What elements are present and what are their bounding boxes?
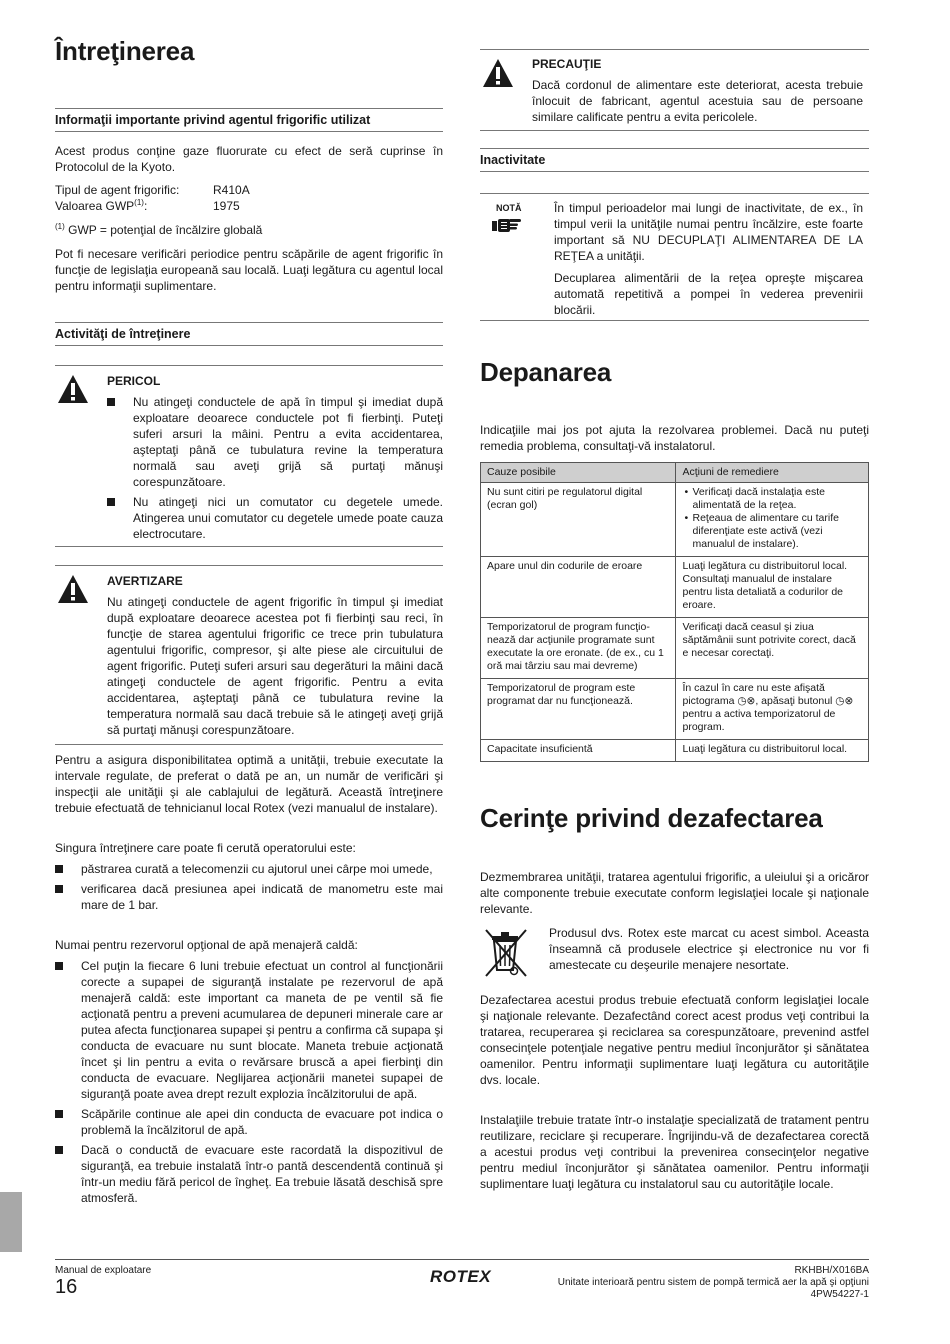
operator-item: verificarea dacă presiunea apei indicată de manometru este mai mare de 1 bar. bbox=[55, 881, 443, 913]
table-row bbox=[481, 557, 869, 618]
troubleshooting-table bbox=[480, 462, 869, 762]
action-text-post: pentru a activa temporizatorul de program. bbox=[682, 708, 836, 733]
danger-warning-icon bbox=[57, 374, 89, 404]
footer-model: RKHBH/X016BA bbox=[794, 1265, 869, 1276]
refrigerant-type-row bbox=[55, 182, 443, 198]
danger-text bbox=[107, 394, 443, 546]
refrigerant-intro: Acest produs conţine gaze fluorurate cu efect de seră cuprinse în Protocolul de la Kyoto. bbox=[55, 144, 443, 174]
danger-item: Nu atingeţi nici un comutator cu degetele umede. Atingerea unui comutator cu degetele umede poate cauza electrocutare. bbox=[107, 494, 443, 542]
gwp-footnote bbox=[55, 222, 443, 238]
operator-list bbox=[55, 861, 443, 917]
crossed-out-bin-icon bbox=[482, 926, 532, 984]
cause-cell: Nu sunt citiri pe regulatorul digital (ecran gol) bbox=[481, 483, 676, 557]
column-header-action: Acţiuni de remediere bbox=[676, 463, 869, 483]
gwp-label: Valoarea GWP bbox=[55, 199, 135, 213]
availability-paragraph: Pentru a asigura disponibilitatea optimă a unităţii, trebuie executate la intervale regulate, de preferat o dată pe an, un număr de verificări şi inspecţii ale unităţii şi ale cablajului de legătură. Această întreţinere trebuie efectuată de tehnicianul local Rotex (vezi manualul de instalare). bbox=[55, 753, 443, 815]
danger-box bbox=[55, 365, 443, 547]
gwp-colon: : bbox=[143, 199, 148, 213]
troubleshooting-intro: Indicaţiile mai jos pot ajuta la rezolvarea problemei. Dacă nu puteţi remedia problema, consultaţi-vă instalatorul. bbox=[480, 423, 869, 453]
tank-list bbox=[55, 958, 443, 1210]
footer-manual-label: Manual de exploatare bbox=[55, 1265, 152, 1276]
operator-item: păstrarea curată a telecomenzii cu ajutorul unei cârpe moi umede, bbox=[55, 861, 443, 877]
action-cell: Luaţi legătura cu distribuitorul local. bbox=[676, 740, 869, 762]
refrigerant-type-label: Tipul de agent frigorific: bbox=[55, 183, 180, 197]
caution-box bbox=[480, 49, 869, 131]
action-cell: Luaţi legătura cu distribuitorul local. Consultaţi manualul de instalare pentru lista detaliată a codurilor de eroare. bbox=[676, 557, 869, 618]
column-header-cause: Cauze posibile bbox=[481, 463, 676, 483]
refrigerant-type-value: R410A bbox=[213, 183, 250, 197]
table-row bbox=[481, 740, 869, 762]
action-item: • Verificaţi dacă instalaţia este alimentată de la reţea. bbox=[682, 486, 862, 512]
action-text-pre: În cazul în care nu este afişată pictograma bbox=[682, 682, 825, 707]
footnote-sup: (1) bbox=[55, 222, 65, 231]
footer-page-number: 16 bbox=[55, 1276, 78, 1298]
footer-code: 4PW54227-1 bbox=[810, 1289, 869, 1300]
gwp-label-wrap bbox=[55, 198, 213, 214]
timer-icon: ◷⊗ bbox=[737, 695, 756, 707]
activities-heading: Activităţi de întreţinere bbox=[55, 322, 443, 346]
warning-title: AVERTIZARE bbox=[107, 574, 183, 588]
action-item: • Reţeaua de alimentare cu tarife diferenţiate este activă (vezi manualul de instalare). bbox=[682, 512, 862, 551]
disposal-paragraph-2: Dezafectarea acestui produs trebuie efectuată conform legislaţiei locale şi naţionale relevante. Dezafectând corect acest produs veţi contribui la tratarea, recuperarea şi reciclarea sa corespunzătoare, prevenind astfel consecinţele potenţiale negative pentru mediul înconjurător şi sănătatea oamenilor. Pentru informaţii suplimentare luaţi legătura cu autorităţile dvs. locale. bbox=[480, 993, 869, 1087]
table-header-row bbox=[481, 463, 869, 483]
caution-text: Dacă cordonul de alimentare este deteriorat, acesta trebuie înlocuit de fabricant, agentul acestuia sau de persoane similare calificate pentru a evita pericolele. bbox=[532, 78, 863, 124]
rotex-logo: ROTEX bbox=[430, 1267, 492, 1286]
disposal-paragraph-1: Dezmembrarea unităţii, tratarea agentului frigorific, a uleiului şi a oricăror alte componente trebuie executate conform legislaţiei locale şi naţionale relevante. bbox=[480, 870, 869, 916]
cause-cell: Capacitate insuficientă bbox=[481, 740, 676, 762]
note-paragraph-2: Decuplarea alimentării de la reţea opreşte mişcarea automată repetitivă a pompei în vederea prevenirii blocării. bbox=[554, 271, 863, 317]
gwp-sup: (1) bbox=[134, 198, 144, 207]
disposal-title: Cerinţe privind dezafectarea bbox=[480, 803, 823, 833]
operator-intro: Singura întreţinere care poate fi cerută operatorului este: bbox=[55, 841, 356, 855]
side-tab-marker bbox=[0, 1192, 22, 1252]
disposal-paragraph-3: Instalaţiile trebuie tratate într-o instalaţie specializată de tratament pentru reutilizare, reciclare şi recuperare. Îngrijindu-vă de dezafectarea corectă a acestui produs veţi contribui la prevenirea consecinţelor negative pentru mediul înconjurător şi sănătatea oamenilor. Pentru informaţii suplimentare luaţi legătura cu instalatorul sau cu autorităţile locale. bbox=[480, 1113, 869, 1191]
tank-item: Dacă o conductă de evacuare este racordată la dispozitivul de siguranţă, ea trebuie instalată într-o pantă descendentă continuă şi într-un mediu fără pericol de îngheţ. Ea trebuie lăsată deschisă spre atmosferă. bbox=[55, 1142, 443, 1206]
timer-button-icon: ◷⊗ bbox=[835, 695, 854, 707]
action-text-mid: , apăsaţi butonul bbox=[755, 695, 836, 707]
troubleshooting-title: Depanarea bbox=[480, 357, 612, 387]
table-row bbox=[481, 618, 869, 679]
gwp-row bbox=[55, 198, 443, 214]
refrigerant-checks: Pot fi necesare verificări periodice pentru scăpările de agent frigorific în funcţie de legislaţia europeană sau locală. Luaţi legătura cu agentul local pentru informaţii suplimentare. bbox=[55, 247, 443, 293]
refrigerant-heading: Informaţii importante privind agentul frigorific utilizat bbox=[55, 108, 443, 132]
inactivity-heading: Inactivitate bbox=[480, 148, 869, 172]
action-cell bbox=[676, 483, 869, 557]
footnote-text: GWP = potenţial de încălzire globală bbox=[64, 223, 263, 237]
page-title: Întreţinerea bbox=[55, 36, 195, 66]
tank-item: Cel puţin la fiecare 6 luni trebuie efectuat un control al funcţionării corecte a supapei de siguranţă instalate pe rezervorul de apă menajeră caldă: este important ca maneta de pe ventil să fie acţionată pentru a preveni acumularea de depuneri minerale care ar putea afecta funcţionarea supapei şi pentru a confirma că supapa şi conducta de evacuare nu sunt blocate. Maneta trebuie acţionată încet şi lin pentru a evita o revărsare bruscă a apei fierbinţi din conducta de evacuare. Neglijarea acţionării manetei supapei de siguranţă poate avea drept rezult explozia încălzitorului de apă. bbox=[55, 958, 443, 1102]
warning-triangle-icon bbox=[57, 574, 89, 604]
table-row bbox=[481, 483, 869, 557]
note-paragraph-1: În timpul perioadelor mai lungi de inactivitate, de ex., în timpul verii la unităţile numai pentru încălzire, este foarte important să NU DECUPLAŢI ALIMENTAREA DE LA REŢEA a unităţii. bbox=[554, 201, 863, 263]
tank-intro: Numai pentru rezervorul opţional de apă menajeră caldă: bbox=[55, 938, 358, 952]
footer-description: Unitate interioară pentru sistem de pompă termică aer la apă şi opţiuni bbox=[557, 1277, 869, 1288]
danger-list bbox=[107, 394, 443, 542]
note-label: NOTĂ bbox=[496, 203, 522, 213]
disposal-symbol-text: Produsul dvs. Rotex este marcat cu acest simbol. Aceasta înseamnă că produsele electrice şi electronice nu vor fi amestecate cu deşeurile menajere nesortate. bbox=[549, 926, 869, 972]
action-cell: Verificaţi dacă ceasul şi ziua săptămânii sunt potrivite corect, dacă e necesar corectaţi. bbox=[676, 618, 869, 679]
warning-text: Nu atingeţi conductele de agent frigorific în timpul şi imediat după exploatare deoarece acestea pot fi fierbinţi sau reci, în funcţie de starea agentului frigorific ce trece prin tubulatura agentului frigorific, compresor, şi alte piese ale circuitului de agent frigorific. Puteţi suferi arsuri sau degerături la mâini dacă atingeţi conductele de agent frigorific. Pentru a evita accidentarea, aşteptaţi până ce tubulatura revine la temperatura normală sau dacă trebuie să le atingeţi aveţi grijă să purtaţi mănuşi corespunzătoare. bbox=[107, 595, 443, 737]
note-box bbox=[480, 193, 869, 321]
pointing-hand-icon bbox=[492, 216, 522, 234]
cause-cell: Temporizatorul de program este programat dar nu funcţionează. bbox=[481, 679, 676, 740]
table-row bbox=[481, 679, 869, 740]
action-cell bbox=[676, 679, 869, 740]
caution-title: PRECAUŢIE bbox=[532, 57, 602, 71]
tank-item: Scăpările continue ale apei din conducta de evacuare pot indica o problemă la încălzitorul de apă. bbox=[55, 1106, 443, 1138]
cause-cell: Apare unul din codurile de eroare bbox=[481, 557, 676, 618]
danger-title: PERICOL bbox=[107, 374, 161, 388]
cause-cell: Temporizatorul de program funcţio-nează dar acţiunile programate sunt executate la ore eronate. (de ex., cu 1 oră mai târziu sau mai devreme) bbox=[481, 618, 676, 679]
danger-item: Nu atingeţi conductele de apă în timpul şi imediat după exploatare deoarece conductele pot fi fierbinţi. Puteţi suferi arsuri la mâini. Pentru a evita accidentarea, aşteptaţi până ce tubulatura revine la temperatura normală sau aveţi grijă să purtaţi mănuşi corespunzătoare. bbox=[107, 394, 443, 490]
gwp-value: 1975 bbox=[213, 199, 240, 213]
footer-divider bbox=[55, 1259, 869, 1260]
caution-warning-icon bbox=[482, 58, 514, 88]
warning-box bbox=[55, 565, 443, 745]
